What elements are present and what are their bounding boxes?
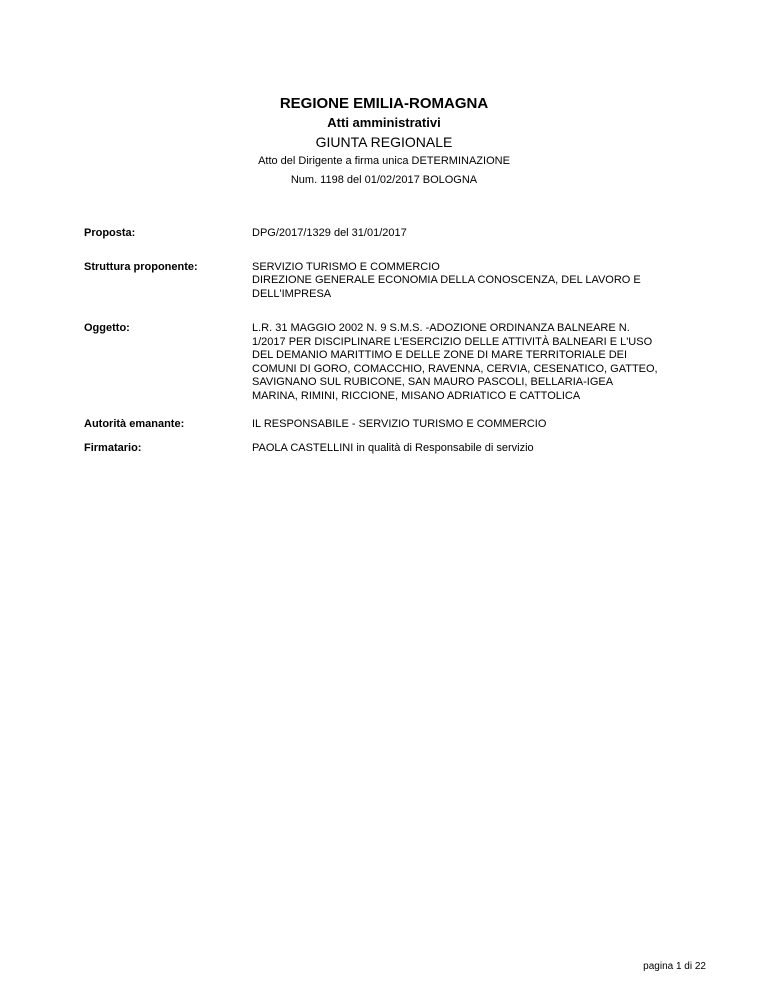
- field-label-autorita: Autorità emanante:: [84, 418, 185, 430]
- document-header: [0, 95, 768, 187]
- struttura-line: DIREZIONE GENERALE ECONOMIA DELLA CONOSCENZA, DEL LAVORO E: [252, 274, 641, 286]
- act-type: Atto del Dirigente a firma unica DETERMINAZIONE: [258, 155, 510, 167]
- act-details: [84, 227, 724, 455]
- oggetto-line: L.R. 31 MAGGIO 2002 N. 9 S.M.S. -ADOZIONE ORDINANZA BALNEARE N.: [252, 322, 630, 334]
- field-value-oggetto: [252, 322, 724, 403]
- oggetto-line: COMUNI DI GORO, COMACCHIO, RAVENNA, CERVIA, CESENATICO, GATTEO,: [252, 362, 658, 375]
- field-value-firmatario: PAOLA CASTELLINI in qualità di Responsabile di servizio: [252, 441, 534, 454]
- field-value-autorita: IL RESPONSABILE - SERVIZIO TURISMO E COMMERCIO: [252, 418, 547, 430]
- oggetto-line: DEL DEMANIO MARITTIMO E DELLE ZONE DI MARE TERRITORIALE DEI: [252, 349, 628, 361]
- field-label-oggetto: Oggetto:: [84, 322, 130, 334]
- field-label-struttura: Struttura proponente:: [84, 260, 198, 273]
- field-value-struttura: [252, 261, 724, 302]
- oggetto-line: MARINA, RIMINI, RICCIONE, MISANO ADRIATICO E CATTOLICA: [252, 389, 581, 402]
- field-oggetto: [84, 322, 724, 403]
- field-value-proposta: DPG/2017/1329 del 31/01/2017: [252, 227, 407, 239]
- oggetto-line: 1/2017 PER DISCIPLINARE L'ESERCIZIO DELLE ATTIVITÀ BALNEARI E L'USO: [252, 335, 653, 348]
- field-struttura: [84, 261, 724, 302]
- page-number: pagina 1 di 22: [643, 961, 706, 972]
- region-title: REGIONE EMILIA-ROMAGNA: [279, 95, 489, 112]
- document-subtitle: Atti amministrativi: [327, 115, 441, 130]
- issuing-body: GIUNTA REGIONALE: [315, 134, 453, 150]
- field-label-proposta: Proposta:: [84, 227, 136, 239]
- oggetto-line: SAVIGNANO SUL RUBICONE, SAN MAURO PASCOLI, BELLARIA-IGEA: [252, 376, 614, 388]
- act-number: Num. 1198 del 01/02/2017 BOLOGNA: [290, 174, 478, 186]
- struttura-line: SERVIZIO TURISMO E COMMERCIO: [252, 260, 440, 273]
- field-firmatario: [84, 442, 724, 456]
- field-proposta: [84, 227, 724, 241]
- field-autorita: [84, 418, 724, 432]
- struttura-line: DELL'IMPRESA: [252, 287, 332, 300]
- field-label-firmatario: Firmatario:: [84, 441, 142, 454]
